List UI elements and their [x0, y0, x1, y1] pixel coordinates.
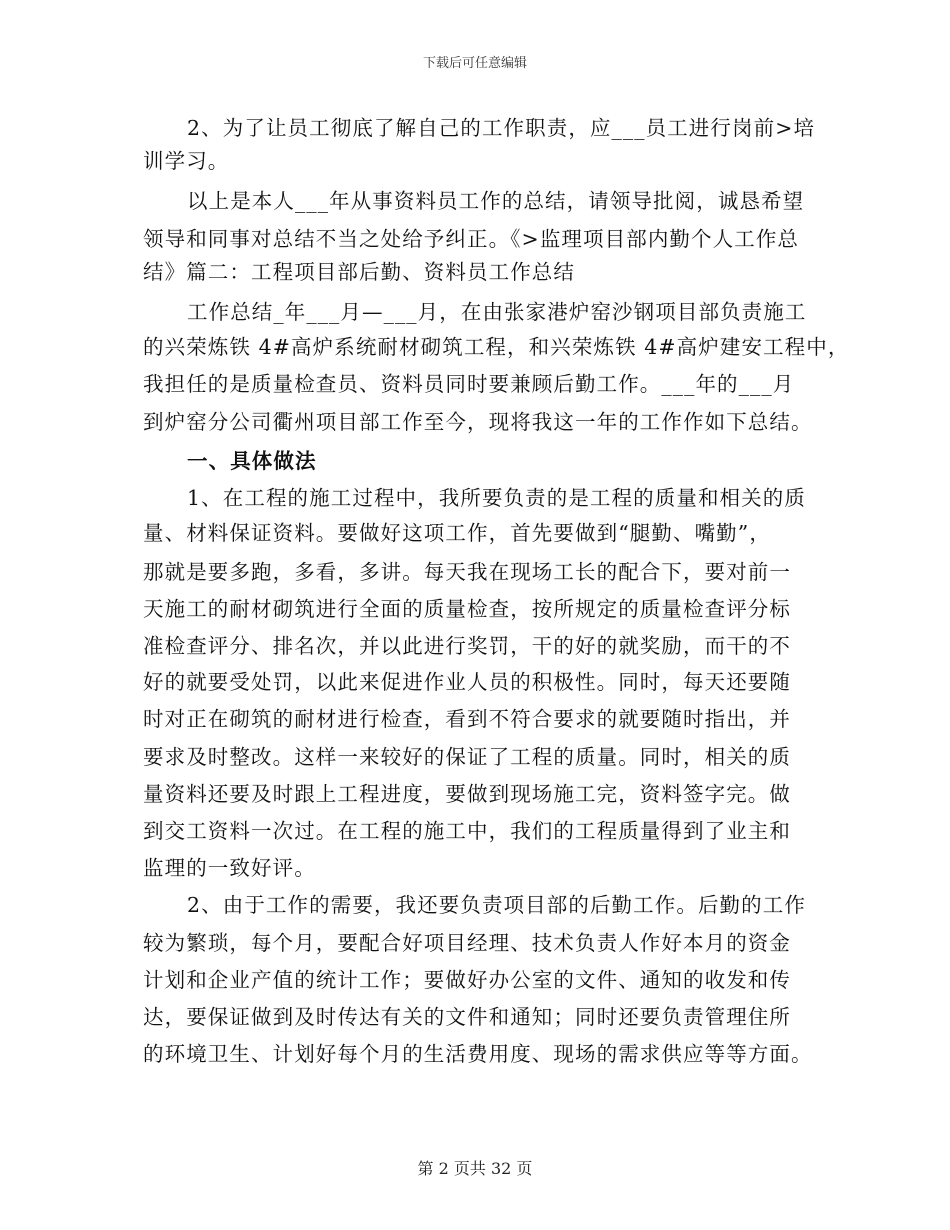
paragraph-line: 计划和企业产值的统计工作；要做好办公室的文件、通知的收发和传 — [143, 968, 791, 992]
paragraph-line: 较为繁琐，每个月，要配合好项目经理、技术负责人作好本月的资金 — [143, 931, 791, 955]
paragraph-line: 我担任的是质量检查员、资料员同时要兼顾后勤工作。___年的___月 — [143, 372, 795, 396]
paragraph-line: 好的就要受处罚，以此来促进作业人员的积极性。同时，每天还要随 — [143, 670, 791, 694]
paragraph-line: 训学习。 — [143, 149, 230, 173]
page-header: 下载后可任意编辑 — [422, 56, 527, 71]
paragraph-line: 以上是本人___年从事资料员工作的总结，请领导批阅，诚恳希望 — [187, 189, 805, 213]
paragraph-line: 领导和同事对总结不当之处给予纠正。《>监理项目部内勤个人工作总 — [143, 227, 800, 251]
paragraph-line: 2、为了让员工彻底了解自己的工作职责，应___员工进行岗前>培 — [187, 116, 816, 140]
paragraph-line: 的兴荣炼铁 4#高炉系统耐材砌筑工程，和兴荣炼铁 4#高炉建安工程中， — [143, 335, 850, 359]
paragraph-line: 量资料还要及时跟上工程进度，要做到现场施工完，资料签字完。做 — [143, 782, 791, 806]
paragraph-line: 量、材料保证资料。要做好这项工作，首先要做到“腿勤、嘴勤”， — [143, 521, 771, 545]
paragraph-line: 时对正在砌筑的耐材进行检查，看到不符合要求的就要随时指出，并 — [143, 707, 791, 731]
page-footer: 第 2 页共 32 页 — [417, 1159, 533, 1178]
paragraph-line: 天施工的耐材砌筑进行全面的质量检查，按所规定的质量检查评分标 — [143, 597, 791, 621]
paragraph-line: 监理的一致好评。 — [143, 856, 316, 880]
paragraph-line: 2、由于工作的需要，我还要负责项目部的后勤工作。后勤的工作 — [187, 893, 806, 917]
section-heading: 一、具体做法 — [187, 449, 317, 473]
paragraph-line: 那就是要多跑，多看，多讲。每天我在现场工长的配合下，要对前一 — [143, 560, 791, 584]
paragraph-line: 到交工资料一次过。在工程的施工中，我们的工程质量得到了业主和 — [143, 819, 791, 843]
paragraph-line: 的环境卫生、计划好每个月的生活费用度、现场的需求供应等等方面。 — [143, 1042, 813, 1066]
paragraph-line: 工作总结_年___月—___月，在由张家港炉窑沙钢项目部负责施工 — [187, 300, 807, 324]
paragraph-line: 准检查评分、排名次，并以此进行奖罚，干的好的就奖励，而干的不 — [143, 634, 791, 658]
paragraph-line: 到炉窑分公司衢州项目部工作至今，现将我这一年的工作作如下总结。 — [143, 410, 813, 434]
paragraph-line: 结》篇二：工程项目部后勤、资料员工作总结 — [143, 260, 575, 284]
paragraph-line: 要求及时整改。这样一来较好的保证了工程的质量。同时，相关的质 — [143, 745, 791, 769]
paragraph-line: 1、在工程的施工过程中，我所要负责的是工程的质量和相关的质 — [187, 486, 806, 510]
paragraph-line: 达，要保证做到及时传达有关的文件和通知；同时还要负责管理住所 — [143, 1005, 791, 1029]
